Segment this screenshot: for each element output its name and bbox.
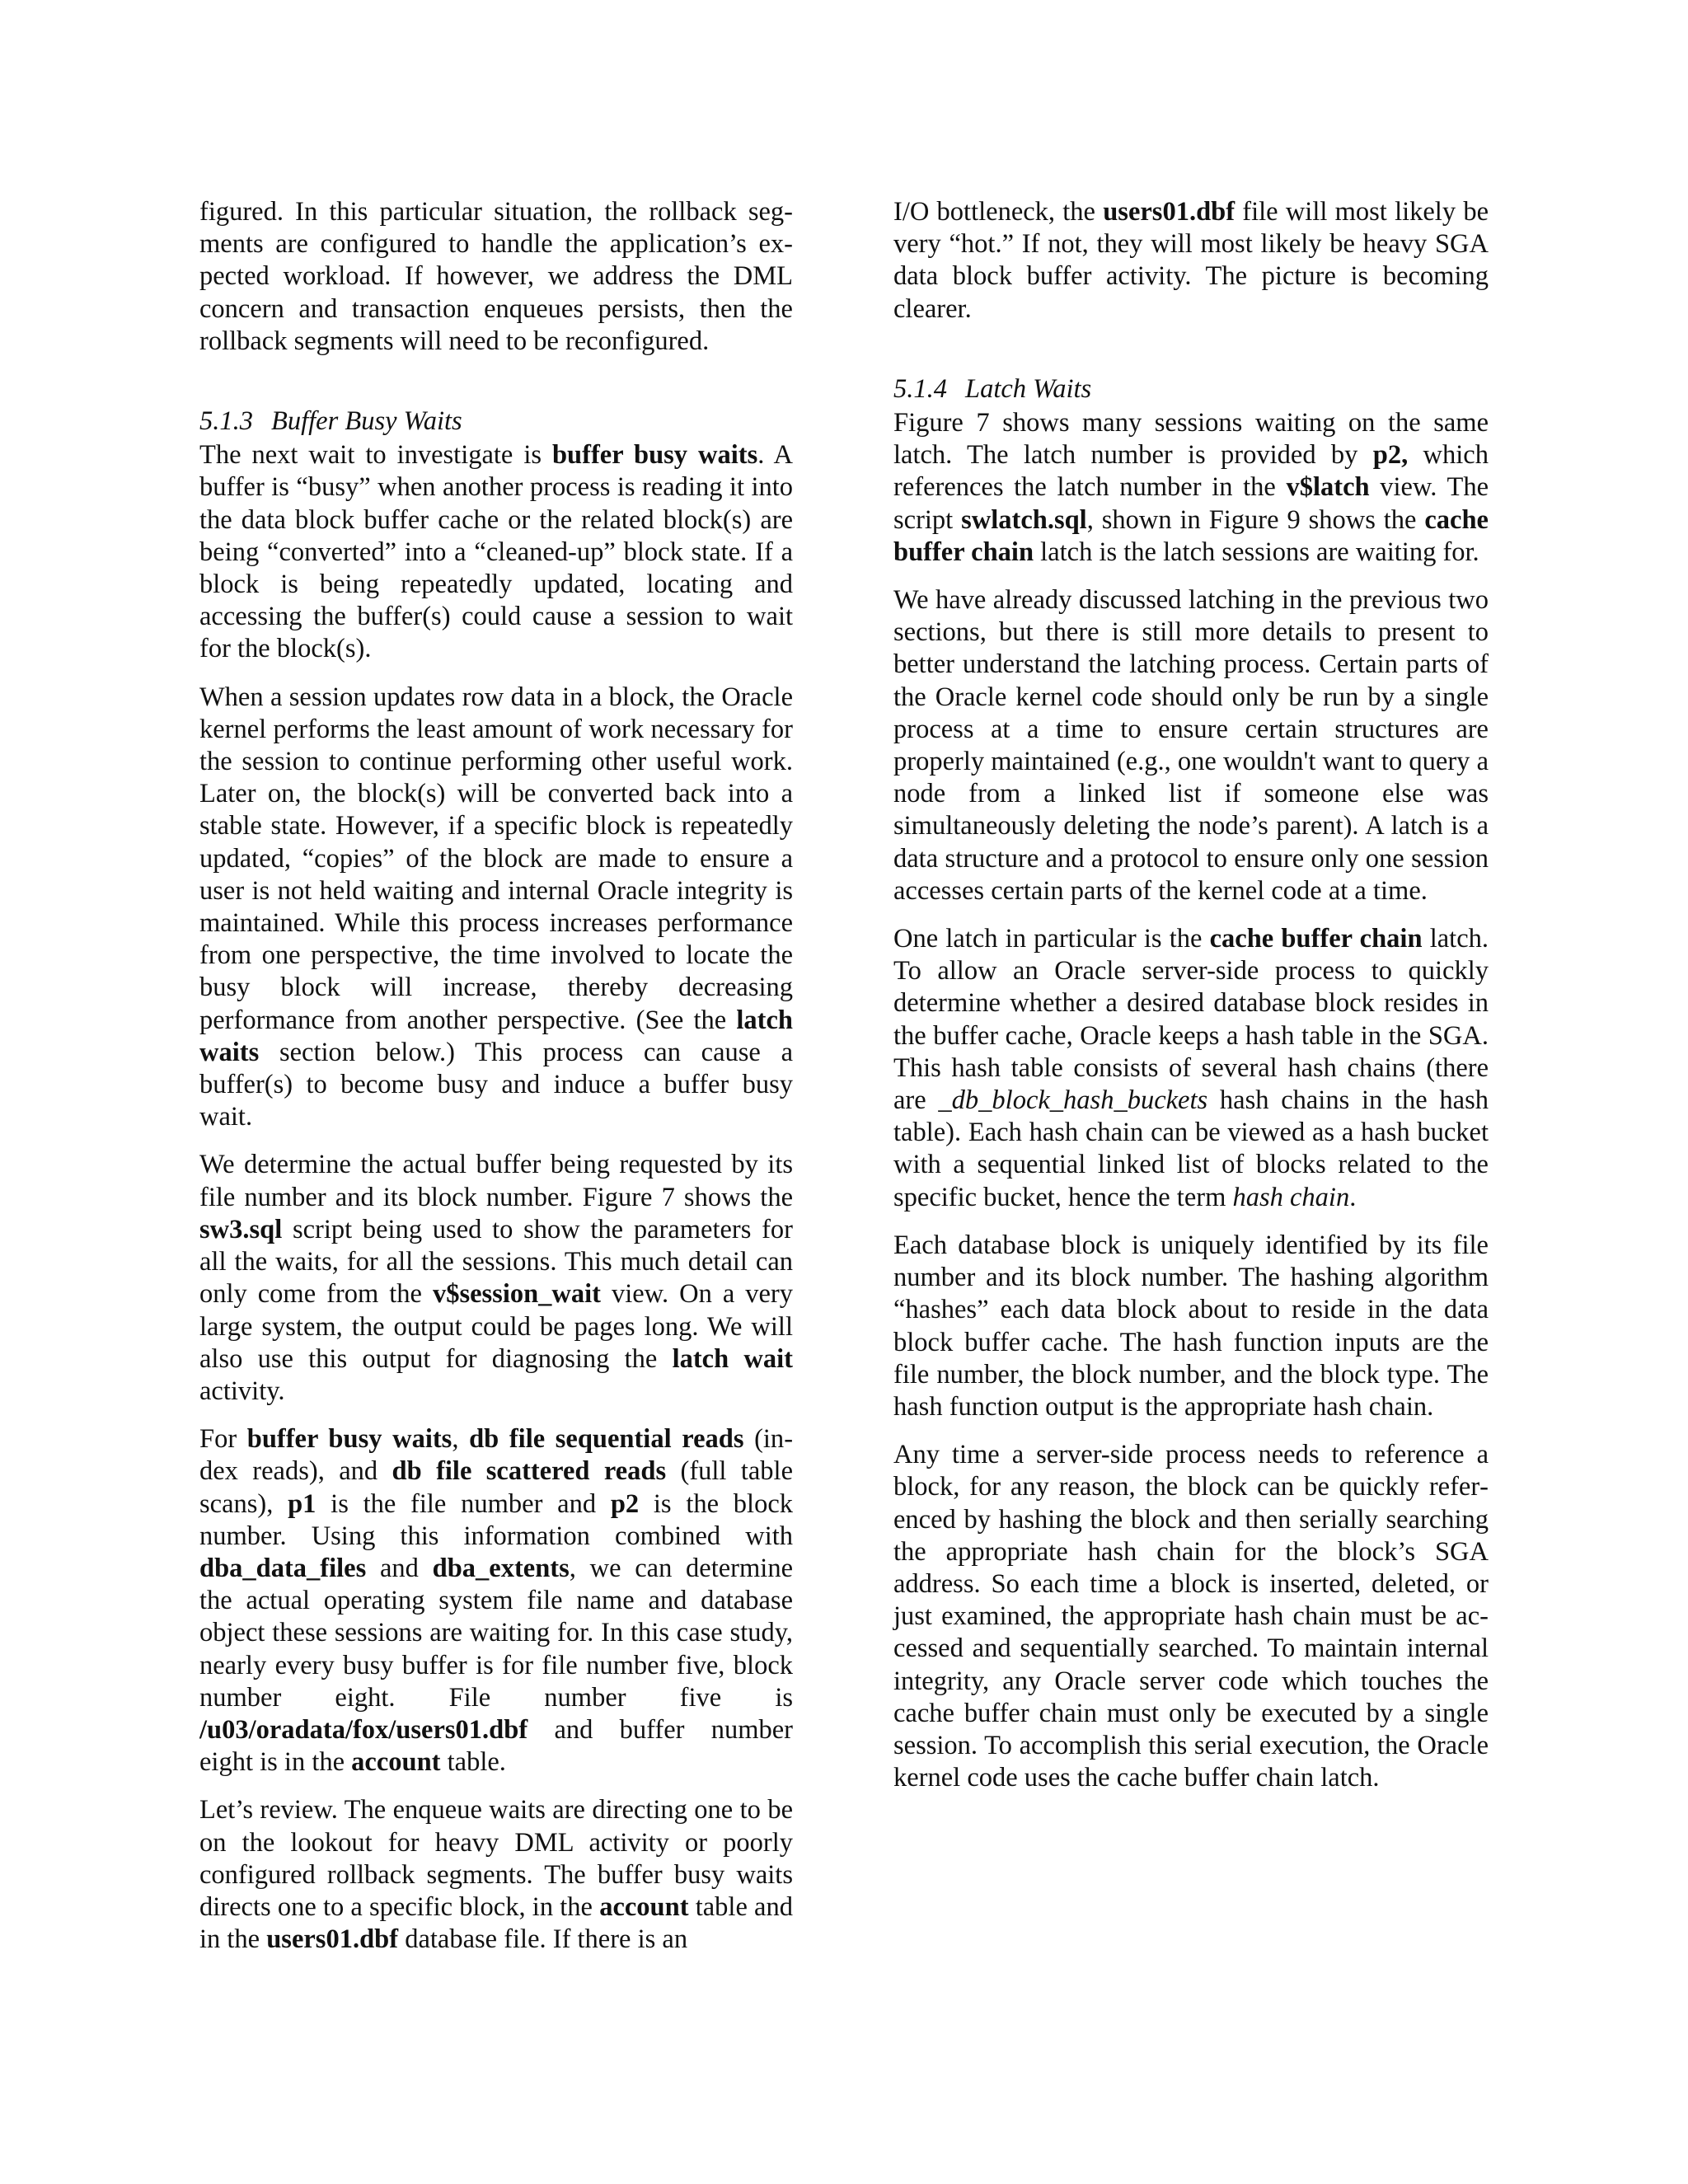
bold-term: v$latch — [1286, 472, 1370, 503]
text-run: table and in the — [199, 1891, 793, 1955]
bold-term: p1 — [288, 1488, 316, 1519]
text-run: latch is the latch sessions are waiting for. — [1034, 537, 1479, 567]
bold-term: account — [599, 1891, 689, 1922]
paragraph — [893, 196, 1489, 326]
text-run: section below.) This process can cause a buffer(s) to become busy and induce a buffer busy wait. — [199, 1037, 793, 1132]
text-run: is the block number. Using this information combined with — [199, 1488, 793, 1551]
text-run: Any time a server-side process needs to reference a block, for any reason, the block can be quickly referenced by hashing the block and then serially searching the appropriate hash chain for the block’s SGA address. So each time a block is inserted, deleted, or just examined, the appropriate hash chain must be accessed and sequentially searched. To maintain internal integrity, any Oracle server code which touches the cache buffer chain must only be executed by a single session. To accomplish this serial execution, the Oracle kernel code uses the cache buffer chain latch. — [893, 1440, 1489, 1793]
bold-term: buffer busy waits — [551, 440, 758, 471]
text-run: Let’s review. The enqueue waits are directing one to be on the lookout for heavy DML activity or poorly configured rollback segments. The buffer busy waits directs one to a specific block, in the — [199, 1795, 793, 1922]
paragraph — [199, 682, 793, 1134]
bold-term: dba_data_files — [199, 1553, 367, 1583]
text-run: Figure 7 shows many sessions waiting on the same latch. The latch number is provided by — [893, 408, 1489, 471]
paragraph — [893, 1439, 1489, 1794]
paragraph — [893, 923, 1489, 1214]
paragraph — [893, 407, 1489, 569]
bold-term: db file scattered reads — [392, 1456, 667, 1487]
bold-term: buffer busy waits — [246, 1424, 452, 1455]
text-run: and buffer number eight is in the — [199, 1714, 793, 1778]
text-run: latch. To allow an Oracle server-side process to quickly determine whether a desired database block resides in the buffer cache, Oracle keeps a hash table in the SGA. This hash table consists of several hash chains (there are — [893, 924, 1489, 1116]
text-run: , shown in Figure 9 shows the — [1086, 504, 1425, 535]
text-run: activity. — [199, 1376, 285, 1406]
text-run: (full table scans), — [199, 1456, 793, 1519]
bold-term: dba_extents — [432, 1553, 570, 1583]
italic-term: hash chain — [1232, 1182, 1350, 1212]
text-run: The next wait to investigate is — [199, 440, 552, 471]
bold-term: account — [351, 1747, 441, 1778]
bold-term: p2, — [1372, 440, 1409, 471]
bold-term: latch waits — [199, 1005, 793, 1067]
text-run: Each database block is uniquely identified by its file number and its block number. The hashing algorithm “hashes” each data block about to reside in the data block buffer cache. The hash function inputs are the file number, the block number, and the block type. The hash function output is the appropriate hash chain. — [893, 1230, 1489, 1422]
text-run: view. On a very large system, the output could be pages long. We will also use this output for diagnosing the — [199, 1279, 793, 1374]
section-title: Buffer Busy Waits — [271, 406, 462, 437]
paragraph — [199, 1149, 793, 1408]
text-run: . A buffer is “busy” when another process is reading it into the data block buffer cache or the related block(s) are being “converted” into a “cleaned-up” block state. If a block is being repeatedly updated, locating and accessing the buffer(s) could cause a session to wait for the block(s). — [199, 440, 794, 664]
bold-term: users01.dbf — [1103, 197, 1236, 227]
text-run: We determine the actual buffer being requested by its file number and its block number. Figure 7 shows the — [199, 1150, 793, 1212]
bold-term: db file sequential reads — [469, 1424, 744, 1455]
section-heading-5-1-4 — [893, 373, 1489, 405]
paragraph — [893, 584, 1489, 907]
text-run: , — [452, 1424, 470, 1455]
bold-term: v$session_wait — [432, 1279, 601, 1310]
text-run: I/O bottleneck, the — [893, 197, 1104, 227]
text-run: file will most likely be very “hot.” If not, they will most likely be heavy SGA data block buffer activity. The picture is becoming clearer. — [893, 197, 1489, 324]
italic-term: _db_block_hash_buckets — [938, 1085, 1208, 1116]
section-number: 5.1.3 — [199, 406, 253, 437]
bold-term: cache buffer chain — [1209, 924, 1423, 954]
text-run: One latch in particular is the — [893, 924, 1210, 954]
bold-term: /u03/oradata/fox/users01.dbf — [199, 1714, 528, 1745]
bold-term: sw3.sql — [199, 1214, 283, 1244]
bold-term: p2 — [610, 1488, 640, 1519]
text-run: For — [199, 1424, 247, 1455]
section-title: Latch Waits — [965, 373, 1092, 404]
paragraph — [199, 196, 793, 358]
bold-term: cache buffer chain — [893, 504, 1489, 567]
text-run: When a session updates row data in a block, the Oracle kernel performs the least amount of work necessary for the session to continue performing other useful work. Later on, the block(s) will be converted back into a stable state. However, if a specific block is repeatedly updated, “copies” of the block are made to ensure a user is not held waiting and internal Oracle integrity is maintained. While this process increases performance from one perspective, the time involved to locate the busy block will increase, thereby decreasing performance from another perspective. (See the — [199, 682, 793, 1035]
paragraph — [199, 1794, 793, 1956]
text-run: (index reads), and — [199, 1424, 794, 1487]
paragraph — [893, 1230, 1489, 1423]
text-run: table. — [440, 1747, 506, 1778]
bold-term: users01.dbf — [266, 1924, 399, 1955]
text-run: We have already discussed latching in the previous two sections, but there is still more details to present to better understand the latching process. Certain parts of the Oracle kernel code should only be run by a single process at a time to ensure certain structures are properly maintained (e.g., one wouldn't want to query a node from a linked list if someone else was simultaneously deleting the node’s parent). A latch is a data structure and a protocol to ensure only one session accesses certain parts of the kernel code at a time. — [893, 585, 1489, 906]
text-run: . — [1349, 1182, 1357, 1212]
section-number: 5.1.4 — [893, 373, 947, 404]
text-run: view. The script — [893, 472, 1489, 535]
text-run: hash chains in the hash table). Each hash chain can be viewed as a hash bucket with a sequential linked list of blocks related to the specific bucket, hence the term — [893, 1085, 1489, 1212]
text-run: which references the latch number in the — [893, 440, 1489, 503]
paragraph — [199, 439, 793, 665]
text-run: script being used to show the parameters for all the waits, for all the sessions. This much detail can only come from the — [199, 1214, 793, 1310]
text-run: and — [366, 1553, 433, 1583]
bold-term: swlatch.sql — [961, 504, 1087, 535]
text-run: figured. In this particular situation, the rollback segments are configured to handle the application’s expected workload. If however, we address the DML concern and transaction enqueues persists, then the rollback segments will need to be reconfigured. — [199, 197, 793, 356]
right-column — [893, 196, 1489, 1810]
section-heading-5-1-3 — [199, 405, 793, 438]
left-column — [199, 196, 793, 1971]
text-run: database file. If there is an — [398, 1924, 688, 1955]
bold-term: latch wait — [672, 1343, 793, 1374]
text-run: , we can determine the actual operating system file name and database object these sessions are waiting for. In this case study, nearly every busy buffer is for file number five, block number eight. File number five is — [199, 1553, 793, 1713]
text-run: is the file number and — [316, 1488, 611, 1519]
paragraph — [199, 1423, 793, 1779]
